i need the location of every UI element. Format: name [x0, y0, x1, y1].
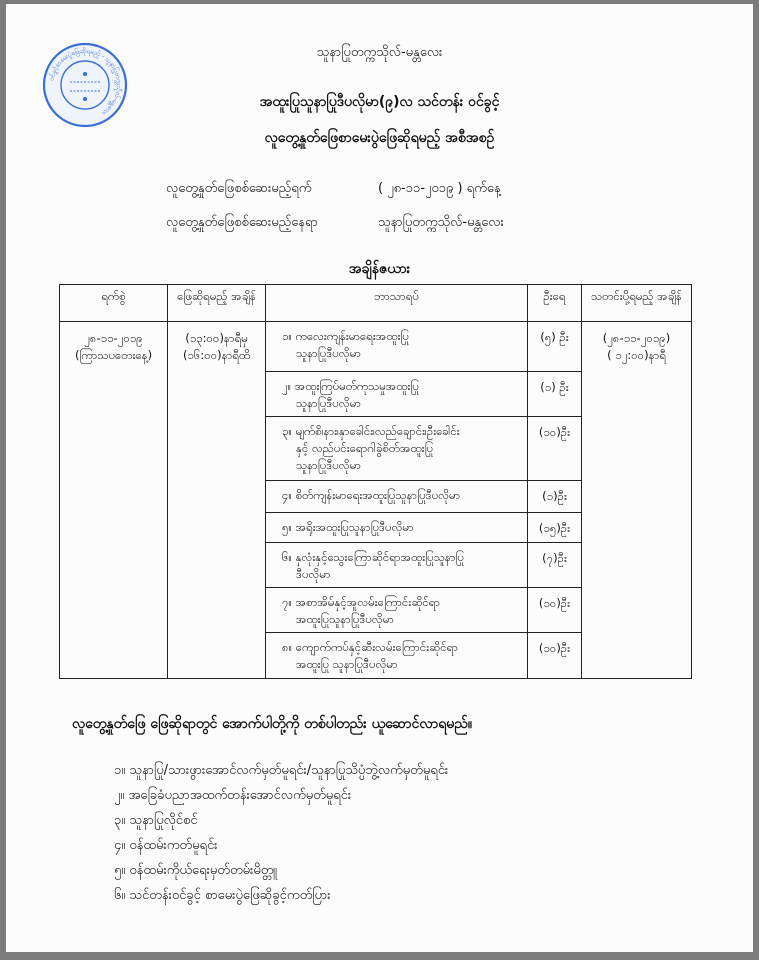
subject-cell [266, 322, 528, 372]
exam-date: ၂၈-၁၁-၂၀၁၉ [84, 331, 143, 345]
count-cell: (၁၅)ဦး [528, 513, 582, 543]
document-subtitle: လူတွေ့နှုတ်ဖြေစာမေးပွဲဖြေဆိုရမည့် အစီအစဉ် [264, 130, 495, 146]
report-time-cell [582, 322, 692, 679]
table-row [60, 322, 692, 372]
subject-line: အထူးပြု သူနာပြုဒီပလိုမာ [296, 657, 398, 671]
report-time: ( ၁၂:၀၀)နာရီ [607, 348, 666, 362]
exam-weekday: (ကြာသပတေးနေ့) [74, 348, 153, 362]
subject-line: သူနာပြုဒီပလိုမာ [296, 458, 361, 472]
exam-place-value: သူနာပြုတက္ကသိုလ်-မန္တလေး [378, 215, 504, 230]
header-time: ဖြေဆိုရမည့် အချိန် [168, 285, 266, 322]
requirement-item: ၃။ သူနာပြုလိုင်စင် [114, 813, 198, 828]
subject-line: ၃။ မျက်စိ၊နား၊နှာခေါင်း၊လည်ချောင်း၊ဦးခေါင်း [282, 424, 460, 438]
count-cell: (၇)ဦး [528, 543, 582, 588]
requirement-item: ၆။ သင်တန်းဝင်ခွင့် စာမေးပွဲဖြေဆိုခွင့်ကတ်ပြား [114, 888, 331, 903]
notice-heading: လူတွေ့နှုတ်ဖြေ ဖြေဆိုရာတွင် အောက်ပါတို့ကို တစ်ပါတည်း ယူဆောင်လာရမည်။ [72, 716, 473, 732]
count-cell: (၁၀)ဦး [528, 633, 582, 679]
requirement-item: ၄။ ဝန်ထမ်းကတ်မူရင်း [114, 838, 218, 853]
document-title: အထူးပြုသူနာပြုဒီပလိုမာ(၉)လ သင်တန်း ဝင်ခွင့် [259, 94, 500, 110]
report-date: (၂၈-၁၁-၂၀၁၉) [602, 331, 671, 345]
requirement-item: ၅။ ဝန်ထမ်းကိုယ်ရေးမှတ်တမ်းမိတ္တူ [114, 863, 278, 878]
subject-line: ၇။ အစာအိမ်နှင့်အူလမ်းကြောင်းဆိုင်ရာ [282, 595, 441, 609]
subject-cell [266, 588, 528, 633]
subject-line: ၄။ စိတ်ကျန်းမာရေးအထူးပြုသူနာပြုဒီပလိုမာ [282, 488, 461, 502]
header-subject: ဘာသာရပ် [266, 285, 528, 322]
exam-place-label: လူတွေ့နှုတ်ဖြေစစ်ဆေးမည့်နေရာ [166, 215, 318, 230]
header-deadline: သတင်းပို့ရမည့် အချိန် [582, 285, 692, 322]
subject-line: ၅။ အရိုးအထူးပြုသူနာပြုဒီပလိုမာ [282, 520, 414, 534]
subject-line: သူနာပြုဒီပလိုမာ [296, 346, 361, 360]
subject-cell [266, 417, 528, 481]
count-cell: (၁) ဦး [528, 372, 582, 417]
schedule-table [59, 284, 692, 679]
subject-cell [266, 513, 528, 543]
requirement-item: ၁။ သူနာပြု/သားဖွားအောင်လက်မှတ်မူရင်း/သူနာပြုသိပ္ပံဘွဲ့လက်မှတ်မူရင်း [114, 763, 449, 778]
subject-line: နှင့် လည်ပင်းရောဂါခွဲစိတ်အထူးပြု [296, 441, 434, 455]
requirement-item: ၂။ အခြေခံပညာအထက်တန်းအောင်လက်မှတ်မူရင်း [114, 788, 352, 803]
exam-time-start: (၁၃:၀၀)နာရီမှ [185, 331, 248, 345]
exam-date-label: လူတွေ့နှုတ်ဖြေစစ်ဆေးမည့်ရက် [166, 181, 312, 196]
subject-cell [266, 372, 528, 417]
subject-cell [266, 543, 528, 588]
count-cell: (၁၀)ဦး [528, 417, 582, 481]
subject-line: ၈။ ကျောက်ကပ်နှင့်ဆီးလမ်းကြောင်းဆိုင်ရာ [282, 640, 458, 654]
count-cell: (၁၀)ဦး [528, 588, 582, 633]
exam-time-cell [168, 322, 266, 679]
schedule-title: အချိန်ဇယား [348, 261, 411, 277]
institution-name: သူနာပြုတက္ကသိုလ်-မန္တလေး [316, 45, 443, 60]
subject-cell [266, 633, 528, 679]
count-cell: (၁)ဦး [528, 481, 582, 513]
exam-date-cell [60, 322, 168, 679]
header-count: ဦးရေ [528, 285, 582, 322]
count-cell: (၅) ဦး [528, 322, 582, 372]
subject-line: ၁။ ကလေးကျန်းမာရေးအထူးပြု [282, 329, 409, 343]
exam-date-value: ( ၂၈-၁၁-၂၀၁၉ ) ရက်နေ့ [378, 181, 501, 196]
subject-cell [266, 481, 528, 513]
subject-line: ၂။ အထူးကြပ်မတ်ကုသမှုအထူးပြု [282, 379, 419, 393]
document-page [6, 4, 753, 952]
svg-text:ဝင်ခွင့်စာမေးပွဲဖြေဆိုရမည့် -: ဝင်ခွင့်စာမေးပွဲဖြေဆိုရမည့် - သူနာပြုတက္ကသိုလ်-မန္တလေး [47, 46, 124, 118]
subject-line: သူနာပြုဒီပလိုမာ [296, 396, 361, 410]
subject-line: ဒီပလိုမာ [296, 567, 331, 581]
table-header-row [60, 285, 692, 322]
subject-line: အထူးပြုသူနာပြုဒီပလိုမာ [296, 612, 395, 626]
header-date: ရက်စွဲ [60, 285, 168, 322]
subject-line: ၆။ နှလုံးနှင့်သွေးကြောဆိုင်ရာအထူးပြုသူနာပြု [282, 550, 464, 564]
exam-time-end: (၁၆:၀၀)နာရီထိ [182, 348, 251, 362]
